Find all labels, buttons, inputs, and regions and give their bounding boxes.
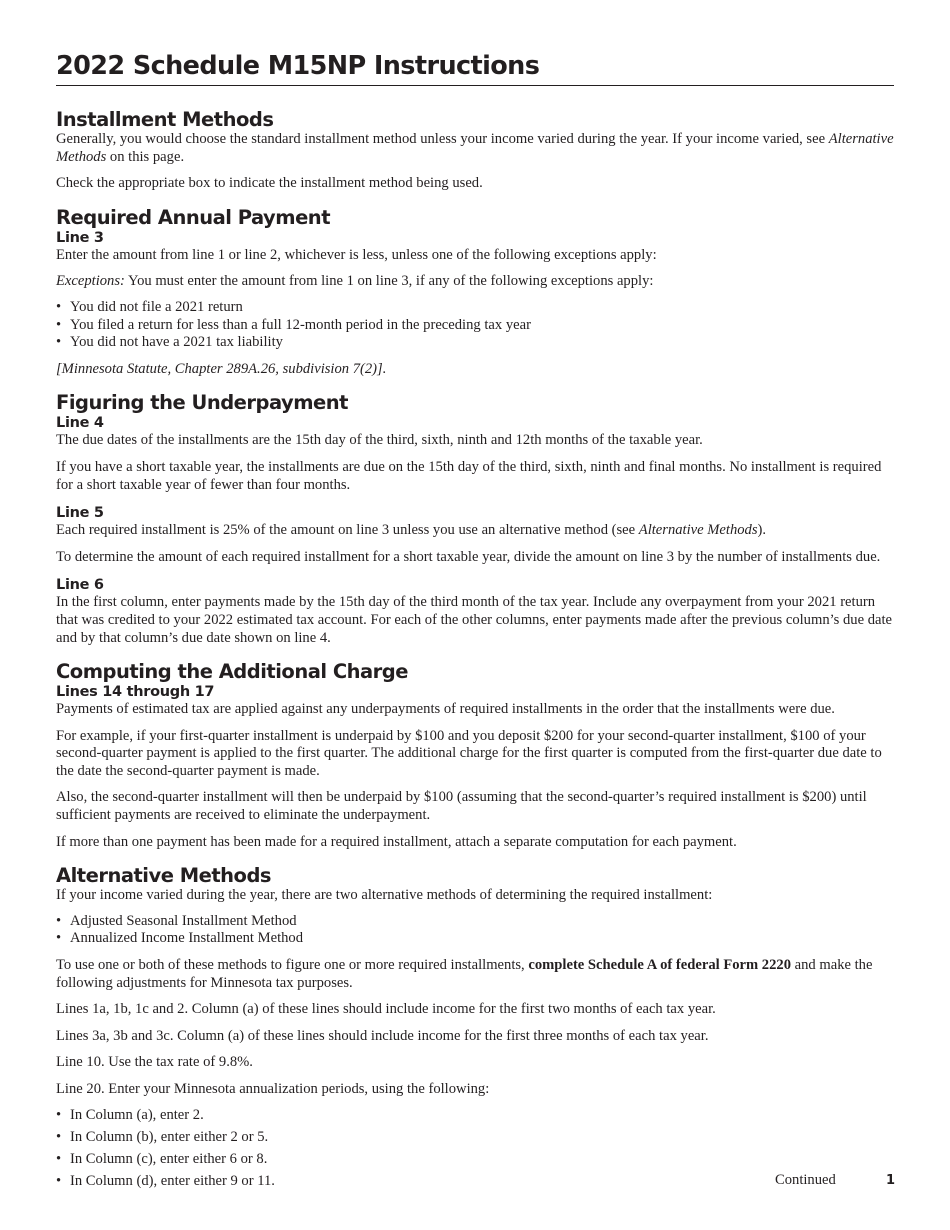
page-title: 2022 Schedule M15NP Instructions <box>56 50 894 86</box>
alternative-methods-reference: Alternative Methods <box>56 131 894 165</box>
installment-paragraph-1: Generally, you would choose the standard installment method unless your income varied during the year. If your income varied, see Alternative Methods on this page. <box>56 131 894 165</box>
line6-paragraph-1: In the first column, enter payments made by the 15th day of the third month of the tax year. Include any overpayment from your 2021 return that was credited to your 2022 estimated tax account. For each of the other columns, enter payments made after the previous column’s due date and by that column’s due date shown on line 4. <box>56 594 893 646</box>
lines-14-17-heading: Lines 14 through 17 <box>56 684 215 701</box>
figuring-section <box>56 391 894 647</box>
line5-heading: Line 5 <box>56 505 104 522</box>
alternative-paragraph-5: Line 10. Use the tax rate of 9.8%. <box>56 1054 253 1071</box>
exceptions-list <box>56 299 894 352</box>
line5-paragraph-2: To determine the amount of each required installment for a short taxable year, divide the amount on line 3 by the number of installments due. <box>56 548 881 565</box>
line4-paragraph-1: The due dates of the installments are the 15th day of the third, sixth, ninth and 12th months of the taxable year. <box>56 432 703 449</box>
required-section <box>56 206 894 379</box>
list-item: • In Column (a), enter 2. <box>56 1107 894 1125</box>
installment-section <box>56 108 894 193</box>
line4-heading: Line 4 <box>56 415 104 432</box>
list-item: • Annualized Income Installment Method <box>56 930 894 948</box>
exceptions-paragraph: Exceptions: You must enter the amount from line 1 on line 3, if any of the following exceptions apply: <box>56 273 654 290</box>
list-item: • You did not file a 2021 return <box>56 299 894 317</box>
list-item: • You filed a return for less than a full 12-month period in the preceding tax year <box>56 317 894 335</box>
computing-section <box>56 660 894 851</box>
list-item: • Adjusted Seasonal Installment Method <box>56 913 894 931</box>
alternative-heading: Alternative Methods <box>56 864 272 888</box>
alternative-paragraph-4: Lines 3a, 3b and 3c. Column (a) of these lines should include income for the first three months of each tax year. <box>56 1027 709 1044</box>
computing-paragraph-3: Also, the second-quarter installment will then be underpaid by $100 (assuming that the second-quarter’s required installment is $200) until sufficient payments are received to eliminate the underpayment. <box>56 789 867 824</box>
line3-heading: Line 3 <box>56 229 104 246</box>
installment-heading: Installment Methods <box>56 108 274 131</box>
annualization-list <box>56 1107 894 1191</box>
alternative-paragraph-2: To use one or both of these methods to figure one or more required installments, complete Schedule A of federal Form 2220 and make the following adjustments for Minnesota tax purposes. <box>56 957 873 991</box>
statute-citation: [Minnesota Statute, Chapter 289A.26, subdivision 7(2)]. <box>56 360 387 377</box>
alternative-paragraph-3: Lines 1a, 1b, 1c and 2. Column (a) of these lines should include income for the first two months of each tax year. <box>56 1001 716 1018</box>
document-page <box>56 50 894 1195</box>
computing-paragraph-1: Payments of estimated tax are applied against any underpayments of required installments in the order that the installments were due. <box>56 701 835 718</box>
alternative-paragraph-6: Line 20. Enter your Minnesota annualization periods, using the following: <box>56 1081 490 1097</box>
required-heading: Required Annual Payment <box>56 205 331 229</box>
line3-paragraph-1: Enter the amount from line 1 or line 2, whichever is less, unless one of the following exceptions apply: <box>56 246 657 263</box>
alternative-paragraph-1: If your income varied during the year, there are two alternative methods of determining the required installment: <box>56 887 713 904</box>
continued-label: Continued <box>775 1172 836 1188</box>
list-item: • In Column (c), enter either 6 or 8. <box>56 1151 894 1169</box>
alternative-section <box>56 864 894 1190</box>
page-number: 1 <box>886 1173 896 1188</box>
list-item: • In Column (b), enter either 2 or 5. <box>56 1129 894 1147</box>
computing-heading: Computing the Additional Charge <box>56 660 408 684</box>
installment-paragraph-2: Check the appropriate box to indicate the installment method being used. <box>56 175 483 192</box>
line4-paragraph-2: If you have a short taxable year, the installments are due on the 15th day of the third, sixth, ninth and final months. No installment is required for a short taxable year of fewer than four months. <box>56 458 882 493</box>
line6-heading: Line 6 <box>56 577 104 594</box>
methods-list <box>56 913 894 948</box>
list-item: • In Column (d), enter either 9 or 11. <box>56 1173 894 1191</box>
computing-paragraph-2: For example, if your first-quarter installment is underpaid by $100 and you deposit $200 for your second-quarter installment, $100 of your second-quarter payment is applied to the first quarter. The additional charge for the first quarter is computed from the first-quarter due date to the date the second-quarter payment is made. <box>56 727 882 779</box>
figuring-heading: Figuring the Underpayment <box>56 391 348 415</box>
computing-paragraph-4: If more than one payment has been made for a required installment, attach a separate computation for each payment. <box>56 833 737 850</box>
line5-paragraph-1: Each required installment is 25% of the amount on line 3 unless you use an alternative method (see Alternative Methods). <box>56 522 767 539</box>
list-item: • You did not have a 2021 tax liability <box>56 334 894 352</box>
